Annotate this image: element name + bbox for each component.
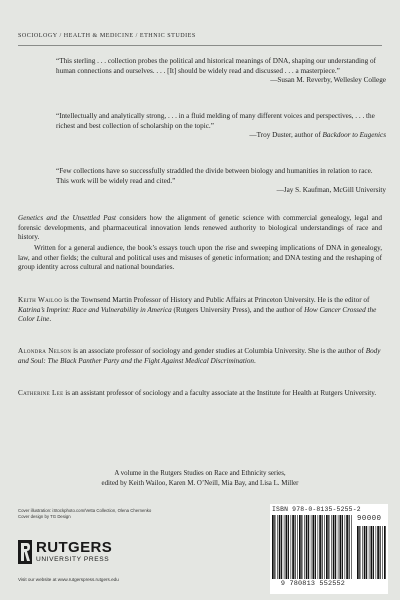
bio-text: is an assistant professor of sociology and a faculty associate at the Institute for Health at Rutgers University.: [63, 389, 377, 397]
price-addon-code: 90000: [357, 515, 382, 523]
series-line-1: A volume in the Rutgers Studies on Race and Ethnicity series,: [114, 470, 286, 477]
isbn-barcode: [272, 515, 354, 579]
bio-text: is the Townsend Martin Professor of History and Public Affairs at Princeton University. He is the editor of: [62, 296, 370, 304]
bio-catherine-lee: [18, 389, 382, 399]
quote-attribution: —Jay S. Kaufman, McGill University: [276, 186, 386, 195]
quote-attribution: [56, 131, 386, 141]
quote-text: “Intellectually and analytically strong, . . . in a fluid melding of many different voices and perspectives, . . . the richest and best collection of scholarship on the topic.”: [56, 112, 375, 130]
attribution-book-title: Backdoor to Eugenics: [322, 131, 386, 140]
description-paragraph-1: [18, 214, 382, 243]
description-paragraph-2: Written for a general audience, the book’s essays touch upon the rise and sweeping implications of DNA in genealogy, law, and other fields; the cultural and political uses and misuses of genetic information; and DNA testing and the reshaping of group identity across cultural and national boundaries.: [18, 244, 382, 272]
barcode-digits: 9 780813 552552: [280, 580, 346, 588]
publisher-website: Visit our website at www.rutgerspress.rutgers.edu: [18, 577, 119, 582]
credit-design: Cover design by TG Design: [18, 514, 71, 520]
bio-text: .: [254, 356, 256, 365]
bio-book-title: Body and Soul: The Black Panther Party and the Fight Against Medical Discrimination: [18, 347, 381, 365]
book-title: Genetics and the Unsettled Past: [18, 214, 117, 222]
bio-book-title: Katrina’s Imprint: Race and Vulnerability in America: [18, 305, 172, 314]
quote-attribution: —Susan M. Reverby, Wellesley College: [270, 76, 386, 85]
top-rule: [18, 45, 382, 46]
isbn-label: ISBN 978-0-8135-5255-2: [272, 506, 361, 513]
publisher-subname: UNIVERSITY PRESS: [36, 556, 110, 563]
category-line: SOCIOLOGY / HEALTH & MEDICINE / ETHNIC STUDIES: [18, 33, 196, 39]
bio-text: (Rutgers University Press), and the author of: [171, 305, 305, 314]
attribution-prefix: —Troy Duster, author of: [249, 131, 323, 140]
bio-text: .: [49, 315, 52, 324]
author-name: Alondra Nelson: [18, 347, 72, 355]
quote-text: “This sterling . . . collection probes the political and historical meanings of DNA, shaping our understanding of human connections and ourselves. . . . [It] should be widely read and discussed . . . a masterpiece.”: [56, 57, 376, 75]
cover-credits: [18, 508, 151, 520]
bio-text: is an associate professor of sociology and gender studies at Columbia University. She is the author of: [71, 347, 366, 355]
quote-text: “Few collections have so successfully straddled the divide between biology and humanities in relation to race. This work will be widely read and cited.”: [56, 167, 373, 185]
addon-barcode: [357, 526, 386, 579]
description-text: considers how the alignment of genetic science with commercial genealogy, legal and forensic developments, and pharmaceutical innovation lends renewed authority to biological understandings of race and history.: [18, 214, 382, 242]
credit-illustration: Cover illustration: iStockphoto.com/Vetta Collection, Olena Chernenko: [18, 508, 152, 513]
bio-keith-wailoo: [18, 296, 382, 325]
barcode-panel: [270, 504, 388, 594]
series-note: [40, 469, 360, 488]
rutgers-r-logo-icon: [18, 540, 32, 564]
publisher-name: RUTGERS: [36, 539, 113, 556]
publisher-logo: [18, 538, 138, 568]
review-quote-2: [56, 112, 386, 141]
author-name: Catherine Lee: [18, 389, 64, 397]
review-quote-1: [56, 57, 386, 86]
bio-alondra-nelson: [18, 347, 382, 366]
author-name: Keith Wailoo: [18, 296, 63, 304]
bio-book-title: How Cancer Crossed the Color Line: [18, 305, 377, 324]
series-line-2: edited by Keith Wailoo, Karen M. O’Neill, Mia Bay, and Lisa L. Miller: [101, 479, 299, 487]
review-quote-3: [56, 167, 386, 196]
